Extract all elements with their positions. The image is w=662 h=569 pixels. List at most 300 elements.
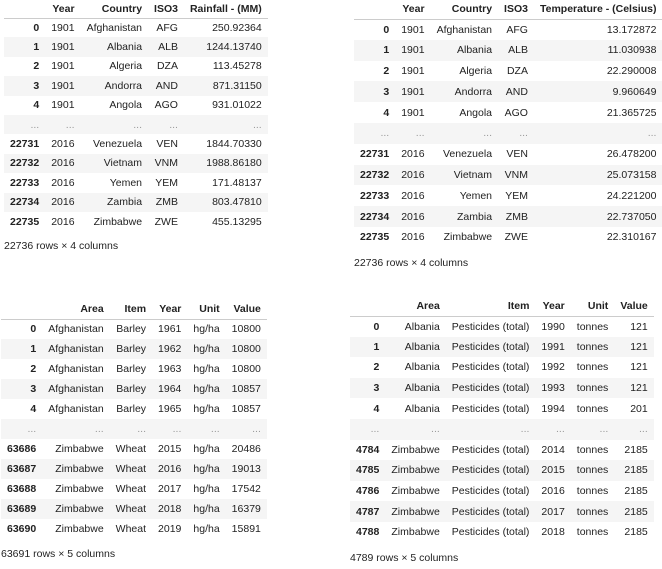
dataframe-table — [350, 296, 654, 543]
table-row — [4, 18, 268, 37]
column-header: Value — [226, 300, 267, 319]
table-cell: 22.310167 — [606, 231, 657, 244]
row-index: 0 — [383, 23, 390, 36]
row-index: 2 — [373, 361, 380, 374]
table-cell: DZA — [506, 64, 528, 77]
table-cell: Albania — [404, 340, 440, 353]
table-cell: Afghanistan — [48, 363, 104, 375]
table-cell: hg/ha — [193, 403, 220, 415]
dataframe-shape-caption: 63691 rows × 5 columns — [1, 548, 116, 560]
table-row — [1, 419, 267, 439]
dataframe-table — [4, 0, 268, 231]
table-row — [350, 440, 654, 461]
table-cell: hg/ha — [193, 463, 220, 475]
table-cell: 13.172872 — [606, 23, 657, 36]
table-cell: 2016 — [401, 148, 425, 161]
table-cell: Barley — [116, 343, 147, 355]
table-cell: 15891 — [231, 523, 261, 535]
table-cell: ... — [519, 127, 528, 140]
row-index: 63686 — [7, 443, 37, 455]
table-cell: 2016 — [51, 157, 75, 170]
table-row — [354, 102, 662, 123]
row-index: 3 — [383, 85, 390, 98]
table-cell: VNM — [154, 157, 178, 170]
table-row — [1, 479, 267, 499]
table-cell: 1963 — [158, 363, 182, 375]
table-cell: 2014 — [541, 443, 565, 456]
row-index: 22734 — [360, 210, 390, 223]
table-cell: Pesticides (total) — [451, 382, 530, 395]
table-cell: ... — [483, 127, 493, 140]
table-cell: ... — [210, 423, 220, 435]
table-cell: 2016 — [158, 463, 182, 475]
column-header: Item — [446, 296, 536, 316]
table-cell: 2185 — [624, 526, 648, 539]
table-cell: Zimbabwe — [55, 523, 104, 535]
row-index: 22733 — [360, 189, 390, 202]
table-cell: Zimbabwe — [391, 443, 440, 456]
table-cell: 1901 — [401, 23, 425, 36]
table-row — [4, 57, 268, 76]
table-row — [354, 165, 662, 186]
table-row — [1, 439, 267, 459]
table-cell: ... — [172, 423, 182, 435]
table-cell: 171.48137 — [212, 176, 262, 189]
table-cell: 2016 — [51, 215, 75, 228]
table-cell: Pesticides (total) — [451, 402, 530, 415]
column-header: Year — [395, 0, 430, 19]
table-cell: 1901 — [51, 41, 75, 54]
table-cell: 2016 — [541, 485, 565, 498]
table-row — [1, 399, 267, 419]
table-cell: Zimbabwe — [391, 505, 440, 518]
table-cell: Barley — [116, 383, 147, 395]
table-cell: AGO — [504, 106, 528, 119]
table-cell: Afghanistan — [86, 21, 143, 34]
table-cell: 9.960649 — [612, 85, 657, 98]
row-index: 4788 — [356, 526, 380, 539]
table-cell: 1965 — [158, 403, 182, 415]
table-row — [350, 378, 654, 399]
table-cell: 2016 — [51, 176, 75, 189]
table-row — [350, 337, 654, 358]
table-cell: 1988.86180 — [206, 157, 262, 170]
table-cell: VEN — [506, 148, 528, 161]
table-cell: ZWE — [504, 231, 528, 244]
header-row — [1, 300, 267, 319]
table-cell: 1244.13740 — [206, 41, 262, 54]
table-cell: Zimbabwe — [391, 526, 440, 539]
table-row — [4, 173, 268, 192]
table-cell: hg/ha — [193, 383, 220, 395]
table-cell: tonnes — [576, 464, 609, 477]
header-row — [4, 0, 268, 18]
row-index: 2 — [33, 60, 40, 73]
table-cell: ZMB — [155, 196, 178, 209]
table-cell: 2185 — [624, 443, 648, 456]
row-index: ... — [30, 118, 40, 131]
table-cell: 2016 — [401, 168, 425, 181]
table-row — [1, 499, 267, 519]
table-cell: Albania — [404, 320, 440, 333]
table-cell: Albania — [404, 382, 440, 395]
table-cell: 1901 — [51, 99, 75, 112]
row-index: 1 — [383, 44, 390, 57]
table-cell: 1901 — [401, 85, 425, 98]
column-header: Temperature - (Celsius) — [534, 0, 662, 19]
table-cell: AND — [505, 85, 528, 98]
table-row — [354, 40, 662, 61]
row-index: 63687 — [7, 463, 37, 475]
table-cell: Yemen — [459, 189, 493, 202]
table-cell: Wheat — [115, 463, 147, 475]
table-row — [354, 206, 662, 227]
table-cell: Afghanistan — [48, 383, 104, 395]
table-row — [1, 319, 267, 339]
table-cell: 2016 — [401, 189, 425, 202]
table-cell: tonnes — [576, 361, 609, 374]
table-cell: ZMB — [505, 210, 528, 223]
table-cell: 2185 — [624, 464, 648, 477]
table-cell: Pesticides (total) — [451, 464, 530, 477]
table-cell: Pesticides (total) — [451, 485, 530, 498]
table-cell: 10800 — [231, 363, 261, 375]
table-cell: 201 — [630, 402, 648, 415]
row-index: 3 — [30, 383, 37, 395]
row-index: 63688 — [7, 483, 37, 495]
table-cell: tonnes — [576, 505, 609, 518]
dataframe-table — [354, 0, 662, 248]
row-index: 22735 — [360, 231, 390, 244]
column-header: Area — [42, 300, 109, 319]
table-cell: 22.290008 — [606, 64, 657, 77]
table-row — [354, 61, 662, 82]
table-cell: 17542 — [231, 483, 261, 495]
row-index: 4786 — [356, 485, 380, 498]
yield-dataframe — [1, 300, 267, 560]
table-cell: Albania — [404, 402, 440, 415]
table-row — [1, 359, 267, 379]
table-row — [4, 193, 268, 212]
table-cell: 11.030938 — [607, 44, 657, 57]
column-header: Year — [152, 300, 187, 319]
table-cell: AFG — [506, 23, 528, 36]
row-index: 4 — [30, 403, 37, 415]
table-row — [354, 144, 662, 165]
table-row — [1, 379, 267, 399]
table-cell: Wheat — [115, 483, 147, 495]
row-index: 4 — [33, 99, 40, 112]
table-cell: 1901 — [401, 106, 425, 119]
table-row — [1, 459, 267, 479]
table-cell: Wheat — [115, 523, 147, 535]
table-row — [354, 123, 662, 144]
table-cell: ... — [638, 423, 648, 436]
table-cell: Afghanistan — [48, 343, 104, 355]
table-cell: hg/ha — [193, 443, 220, 455]
table-cell: Pesticides (total) — [451, 443, 530, 456]
table-cell: Zimbabwe — [55, 483, 104, 495]
table-cell: Vietnam — [453, 168, 493, 181]
table-cell: ZWE — [154, 215, 178, 228]
table-cell: DZA — [156, 60, 178, 73]
row-index: 0 — [30, 323, 37, 336]
table-cell: ... — [599, 423, 609, 436]
table-cell: 250.92364 — [212, 21, 262, 34]
row-index: ... — [370, 423, 380, 436]
table-cell: Zimbabwe — [391, 464, 440, 477]
table-row — [350, 357, 654, 378]
table-row — [4, 76, 268, 95]
row-index: 1 — [30, 343, 37, 355]
table-row — [4, 96, 268, 115]
table-cell: 121 — [630, 340, 648, 353]
table-cell: 24.221200 — [606, 189, 657, 202]
row-index: 2 — [30, 363, 37, 375]
table-cell: hg/ha — [193, 483, 220, 495]
table-cell: Zimbabwe — [55, 463, 104, 475]
table-cell: Afghanistan — [48, 323, 104, 336]
row-index: 4784 — [356, 443, 380, 456]
table-cell: 21.365725 — [606, 106, 657, 119]
table-cell: 121 — [630, 320, 648, 333]
row-index: 22731 — [10, 138, 40, 151]
table-cell: 1991 — [541, 340, 565, 353]
table-cell: 931.01022 — [212, 99, 262, 112]
table-cell: YEM — [155, 176, 178, 189]
row-index: 22733 — [10, 176, 40, 189]
table-row — [4, 212, 268, 231]
row-index: 2 — [383, 64, 390, 77]
temperature-dataframe — [354, 0, 662, 269]
table-cell: Wheat — [115, 503, 147, 515]
header-row — [354, 0, 662, 19]
table-cell: Vietnam — [103, 157, 143, 170]
table-cell: Angola — [109, 99, 143, 112]
table-cell: Zimbabwe — [55, 443, 104, 455]
table-cell: 20486 — [231, 443, 261, 455]
row-index: 4 — [383, 106, 390, 119]
table-cell: 1994 — [541, 402, 565, 415]
table-row — [4, 37, 268, 56]
table-cell: hg/ha — [193, 503, 220, 515]
column-header: Unit — [187, 300, 225, 319]
table-cell: Zimbabwe — [391, 485, 440, 498]
column-header — [1, 300, 42, 319]
column-header: ISO3 — [498, 0, 534, 19]
table-cell: Zimbabwe — [443, 231, 493, 244]
row-index: 1 — [373, 340, 380, 353]
table-cell: Albania — [404, 361, 440, 374]
table-cell: 1990 — [541, 320, 565, 333]
row-index: ... — [380, 127, 390, 140]
table-cell: tonnes — [576, 485, 609, 498]
table-cell: 871.31150 — [212, 79, 262, 92]
table-cell: Angola — [459, 106, 493, 119]
table-cell: Venezuela — [442, 148, 493, 161]
table-row — [350, 316, 654, 337]
table-cell: ... — [65, 118, 75, 131]
table-cell: tonnes — [576, 402, 609, 415]
table-cell: AGO — [154, 99, 178, 112]
table-cell: 1901 — [51, 60, 75, 73]
table-row — [1, 519, 267, 539]
table-cell: AND — [155, 79, 178, 92]
table-cell: 2018 — [158, 503, 182, 515]
table-cell: 1961 — [158, 323, 182, 336]
column-header: Year — [535, 296, 570, 316]
table-row — [4, 154, 268, 173]
table-cell: Pesticides (total) — [451, 505, 530, 518]
row-index: 0 — [33, 21, 40, 34]
table-row — [350, 522, 654, 543]
table-cell: 2016 — [401, 231, 425, 244]
table-cell: Zimbabwe — [93, 215, 143, 228]
table-cell: tonnes — [576, 340, 609, 353]
table-cell: 2185 — [624, 485, 648, 498]
table-cell: Pesticides (total) — [451, 526, 530, 539]
table-cell: 2015 — [541, 464, 565, 477]
row-index: 4787 — [356, 505, 380, 518]
row-index: 22735 — [10, 215, 40, 228]
table-cell: ALB — [158, 41, 178, 54]
table-cell: Venezuela — [92, 138, 143, 151]
table-cell: hg/ha — [193, 343, 220, 355]
table-cell: 26.478200 — [606, 148, 657, 161]
table-row — [350, 419, 654, 440]
table-cell: Wheat — [115, 443, 147, 455]
table-cell: 10800 — [231, 323, 261, 336]
table-row — [350, 501, 654, 522]
table-cell: VEN — [156, 138, 178, 151]
table-cell: Zambia — [107, 196, 143, 209]
table-cell: Pesticides (total) — [451, 320, 530, 333]
row-index: 0 — [373, 320, 380, 333]
table-cell: ... — [133, 118, 143, 131]
column-header: Item — [110, 300, 152, 319]
table-row — [354, 185, 662, 206]
table-cell: Pesticides (total) — [451, 361, 530, 374]
column-header — [350, 296, 385, 316]
table-row — [354, 227, 662, 248]
row-index: 22732 — [360, 168, 390, 181]
table-cell: ... — [415, 127, 425, 140]
table-cell: ALB — [508, 44, 528, 57]
table-cell: Zimbabwe — [55, 503, 104, 515]
table-cell: ... — [556, 423, 565, 436]
table-cell: tonnes — [576, 526, 609, 539]
row-index: 63689 — [7, 503, 37, 515]
row-index: 22731 — [360, 148, 390, 161]
table-cell: Pesticides (total) — [451, 340, 530, 353]
table-row — [4, 134, 268, 153]
column-header — [354, 0, 395, 19]
table-cell: 803.47810 — [212, 196, 262, 209]
table-cell: tonnes — [576, 443, 609, 456]
table-cell: 10800 — [231, 343, 261, 355]
table-cell: 113.45278 — [212, 60, 262, 73]
row-index: 1 — [33, 41, 40, 54]
table-cell: 25.073158 — [606, 168, 657, 181]
table-row — [354, 81, 662, 102]
row-index: ... — [27, 423, 37, 435]
table-cell: Yemen — [109, 176, 143, 189]
table-cell: ... — [520, 423, 530, 436]
table-cell: 1992 — [541, 361, 565, 374]
table-cell: ... — [94, 423, 104, 435]
table-cell: 1962 — [158, 343, 182, 355]
table-cell: ... — [137, 423, 147, 435]
column-header: Unit — [571, 296, 615, 316]
table-cell: 121 — [630, 382, 648, 395]
table-cell: ... — [647, 127, 657, 140]
table-cell: Afghanistan — [48, 403, 104, 415]
table-row — [350, 481, 654, 502]
row-index: 3 — [373, 382, 380, 395]
table-cell: Albania — [457, 44, 493, 57]
column-header: ISO3 — [148, 0, 184, 18]
table-cell: 2019 — [158, 523, 182, 535]
table-cell: 2018 — [541, 526, 565, 539]
table-cell: YEM — [505, 189, 528, 202]
table-row — [350, 398, 654, 419]
table-cell: Barley — [116, 363, 147, 375]
table-cell: 1901 — [401, 64, 425, 77]
table-cell: 22.737050 — [606, 210, 657, 223]
table-cell: 2016 — [401, 210, 425, 223]
table-cell: 10857 — [231, 403, 261, 415]
row-index: 4785 — [356, 464, 380, 477]
table-cell: Algeria — [109, 60, 143, 73]
table-cell: 1844.70330 — [206, 138, 262, 151]
dataframe-shape-caption: 22736 rows × 4 columns — [354, 256, 469, 269]
dataframe-shape-caption: 4789 rows × 5 columns — [350, 551, 459, 564]
table-cell: 2017 — [541, 505, 565, 518]
row-index: 63690 — [7, 523, 37, 535]
table-cell: Barley — [116, 323, 147, 336]
table-cell: hg/ha — [193, 323, 220, 336]
table-cell: Afghanistan — [436, 23, 493, 36]
table-cell: 1901 — [401, 44, 425, 57]
table-cell: tonnes — [576, 320, 609, 333]
table-cell: 121 — [630, 361, 648, 374]
table-cell: ... — [252, 423, 261, 435]
table-cell: tonnes — [576, 382, 609, 395]
row-index: 22732 — [10, 157, 40, 170]
table-cell: 2015 — [158, 443, 182, 455]
table-cell: 2017 — [158, 483, 182, 495]
table-cell: hg/ha — [193, 363, 220, 375]
table-cell: ... — [431, 423, 440, 436]
table-cell: 16379 — [231, 503, 261, 515]
dataframe-shape-caption: 22736 rows × 4 columns — [4, 240, 119, 253]
table-cell: Algeria — [459, 64, 493, 77]
table-cell: 1901 — [51, 79, 75, 92]
table-row — [4, 115, 268, 134]
rainfall-dataframe — [4, 0, 268, 252]
header-row — [350, 296, 654, 316]
table-cell: 19013 — [231, 463, 261, 475]
table-row — [354, 19, 662, 40]
table-cell: 1964 — [158, 383, 182, 395]
row-index: 22734 — [10, 196, 40, 209]
column-header: Country — [81, 0, 148, 18]
pesticides-dataframe — [350, 296, 654, 564]
table-cell: ... — [169, 118, 178, 131]
column-header: Area — [385, 296, 445, 316]
table-cell: 455.13295 — [212, 215, 262, 228]
column-header: Rainfall - (MM) — [184, 0, 268, 18]
